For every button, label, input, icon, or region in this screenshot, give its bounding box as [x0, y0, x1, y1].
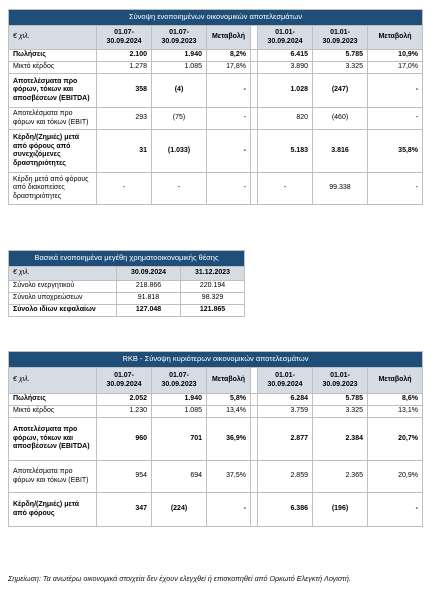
- column-header: 01.01- 30.09.2024: [258, 368, 313, 394]
- cell: (75): [152, 108, 207, 130]
- spacer-cell: [251, 493, 258, 527]
- cell: 220.194: [181, 281, 245, 293]
- cell: 1.940: [152, 50, 207, 62]
- row-label: Κέρδη/(Ζημιές) μετά από φόρους: [9, 493, 97, 527]
- cell: 218.866: [117, 281, 181, 293]
- cell: 1.085: [152, 406, 207, 418]
- table-title: Βασικά ενοποιημένα μεγέθη χρηματοοικονομικής θέσης: [9, 251, 245, 267]
- cell: -: [258, 173, 313, 205]
- cell: -: [207, 130, 251, 173]
- cell: -: [368, 173, 423, 205]
- spacer-cell: [251, 62, 258, 74]
- unit-label: € χιλ.: [9, 368, 97, 394]
- cell: 10,9%: [368, 50, 423, 62]
- column-header: Μεταβολή: [368, 368, 423, 394]
- cell: 20,9%: [368, 461, 423, 493]
- unit-label: € χιλ.: [9, 267, 117, 281]
- row-label: Πωλήσεις: [9, 50, 97, 62]
- row-label: Μικτό κέρδος: [9, 62, 97, 74]
- cell: 694: [152, 461, 207, 493]
- cell: 820: [258, 108, 313, 130]
- cell: (196): [313, 493, 368, 527]
- cell: -: [152, 173, 207, 205]
- footnote: Σημείωση: Τα ανωτέρω οικονομικά στοιχεία δεν έχουν ελεγχθεί ή επισκοπηθεί από Ορκωτό Ελεγκτή Λογιστή.: [8, 574, 351, 583]
- cell: 127.048: [117, 305, 181, 317]
- cell: 960: [97, 418, 152, 461]
- spacer-cell: [251, 394, 258, 406]
- spacer-cell: [251, 173, 258, 205]
- cell: -: [207, 173, 251, 205]
- column-header: 01.07- 30.09.2023: [152, 368, 207, 394]
- cell: 13,1%: [368, 406, 423, 418]
- cell: (4): [152, 74, 207, 108]
- table-title: Σύνοψη ενοποιημένων οικονομικών αποτελεσμάτων: [9, 10, 423, 26]
- spacer-cell: [251, 74, 258, 108]
- cell: 1.940: [152, 394, 207, 406]
- cell: 3.816: [313, 130, 368, 173]
- cell: 37,5%: [207, 461, 251, 493]
- row-label: Σύνολο υποχρεώσεων: [9, 293, 117, 305]
- row-label: Αποτελέσματα προ φόρων, τόκων και αποσβέσεων (EBITDA): [9, 74, 97, 108]
- cell: 3.759: [258, 406, 313, 418]
- row-label: Κέρδη μετά από φόρους από διακοπείσες δραστηριότητες: [9, 173, 97, 205]
- cell: (1.033): [152, 130, 207, 173]
- spacer-cell: [251, 50, 258, 62]
- column-header: Μεταβολή: [207, 26, 251, 50]
- column-header: 01.01- 30.09.2023: [313, 26, 368, 50]
- rkb-results-table: [8, 351, 423, 527]
- cell: 2.052: [97, 394, 152, 406]
- table-title: RKB - Σύνοψη κυριότερων οικονομικών αποτελεσμάτων: [9, 352, 423, 368]
- cell: 701: [152, 418, 207, 461]
- cell: 1.278: [97, 62, 152, 74]
- cell: -: [207, 74, 251, 108]
- financial-position-table: [8, 250, 245, 317]
- cell: 17,0%: [368, 62, 423, 74]
- cell: 8,2%: [207, 50, 251, 62]
- cell: 5.785: [313, 50, 368, 62]
- cell: 121.865: [181, 305, 245, 317]
- cell: 293: [97, 108, 152, 130]
- cell: 6.284: [258, 394, 313, 406]
- row-label: Σύνολο ιδίων κεφαλαίων: [9, 305, 117, 317]
- cell: 3.890: [258, 62, 313, 74]
- row-label: Πωλήσεις: [9, 394, 97, 406]
- cell: 5.183: [258, 130, 313, 173]
- cell: 1.230: [97, 406, 152, 418]
- cell: 3.325: [313, 406, 368, 418]
- cell: 99.338: [313, 173, 368, 205]
- spacer-cell: [251, 26, 258, 50]
- row-label: Σύνολο ενεργητικού: [9, 281, 117, 293]
- row-label: Αποτελέσματα προ φόρων και τόκων (EBIT): [9, 461, 97, 493]
- column-header: Μεταβολή: [207, 368, 251, 394]
- cell: -: [97, 173, 152, 205]
- cell: 35,8%: [368, 130, 423, 173]
- cell: 954: [97, 461, 152, 493]
- cell: 2.877: [258, 418, 313, 461]
- spacer-cell: [251, 418, 258, 461]
- cell: 2.365: [313, 461, 368, 493]
- cell: 1.028: [258, 74, 313, 108]
- cell: 17,8%: [207, 62, 251, 74]
- consolidated-results-table: [8, 9, 423, 205]
- row-label: Αποτελέσματα προ φόρων, τόκων και αποσβέσεων (EBITDA): [9, 418, 97, 461]
- cell: 91.818: [117, 293, 181, 305]
- cell: 5.785: [313, 394, 368, 406]
- column-header: 01.07- 30.09.2023: [152, 26, 207, 50]
- spacer-cell: [251, 130, 258, 173]
- row-label: Αποτελέσματα προ φόρων και τόκων (EBIT): [9, 108, 97, 130]
- cell: 5,8%: [207, 394, 251, 406]
- cell: (247): [313, 74, 368, 108]
- column-header: Μεταβολή: [368, 26, 423, 50]
- column-header: 01.07- 30.09.2024: [97, 26, 152, 50]
- spacer-cell: [251, 461, 258, 493]
- row-label: Κέρδη/(Ζημιές) μετά από φόρους από συνεχιζόμενες δραστηριότητες: [9, 130, 97, 173]
- cell: -: [368, 74, 423, 108]
- cell: 6.415: [258, 50, 313, 62]
- cell: 3.325: [313, 62, 368, 74]
- column-header: 01.01- 30.09.2024: [258, 26, 313, 50]
- unit-label: € χιλ.: [9, 26, 97, 50]
- column-header: 31.12.2023: [181, 267, 245, 281]
- spacer-cell: [251, 368, 258, 394]
- cell: 6.386: [258, 493, 313, 527]
- cell: (224): [152, 493, 207, 527]
- cell: 20,7%: [368, 418, 423, 461]
- cell: 2.384: [313, 418, 368, 461]
- cell: (460): [313, 108, 368, 130]
- cell: 36,9%: [207, 418, 251, 461]
- spacer-cell: [251, 406, 258, 418]
- cell: 31: [97, 130, 152, 173]
- cell: -: [207, 108, 251, 130]
- row-label: Μικτό κέρδος: [9, 406, 97, 418]
- column-header: 01.07- 30.09.2024: [97, 368, 152, 394]
- column-header: 30.09.2024: [117, 267, 181, 281]
- column-header: 01.01- 30.09.2023: [313, 368, 368, 394]
- cell: 2.100: [97, 50, 152, 62]
- cell: -: [368, 108, 423, 130]
- cell: 2.859: [258, 461, 313, 493]
- cell: 347: [97, 493, 152, 527]
- spacer-cell: [251, 108, 258, 130]
- cell: 8,6%: [368, 394, 423, 406]
- cell: 1.085: [152, 62, 207, 74]
- cell: 358: [97, 74, 152, 108]
- cell: -: [207, 493, 251, 527]
- cell: -: [368, 493, 423, 527]
- cell: 98.329: [181, 293, 245, 305]
- cell: 13,4%: [207, 406, 251, 418]
